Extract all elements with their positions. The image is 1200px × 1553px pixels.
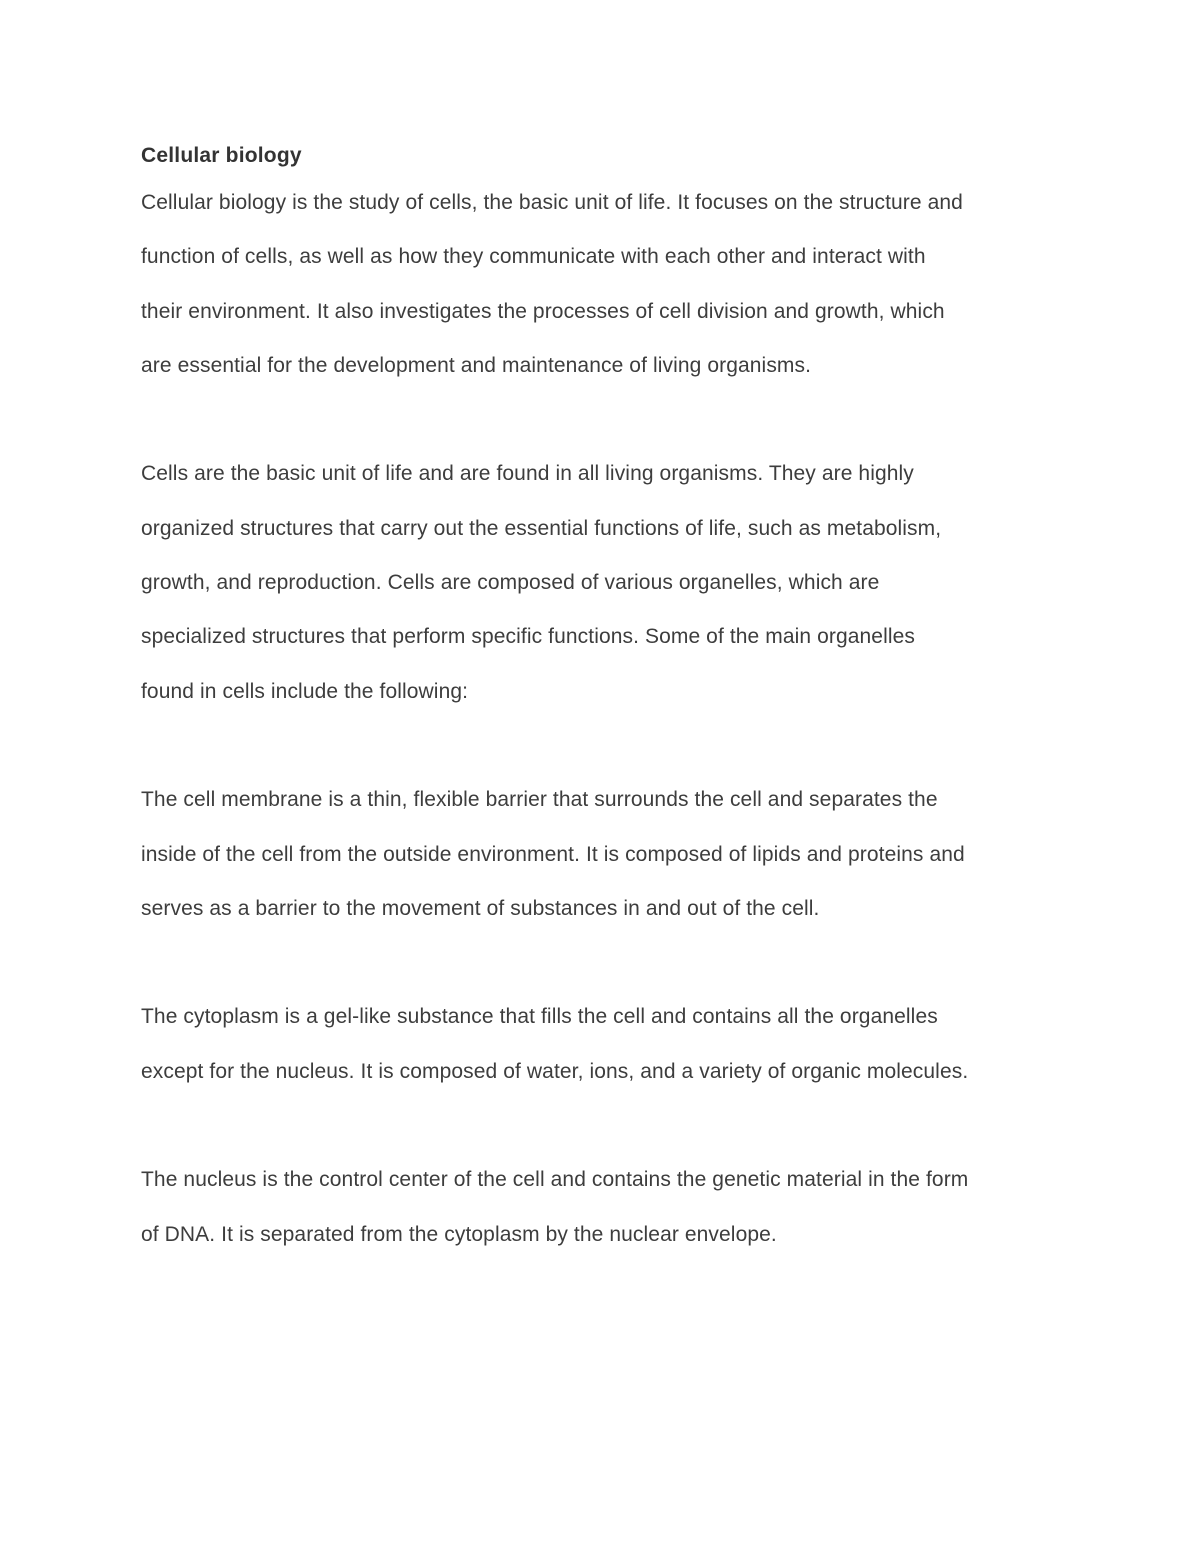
paragraph-line: specialized structures that perform specific functions. Some of the main organelles [141,625,915,649]
paragraph-line: their environment. It also investigates the processes of cell division and growth, which [141,299,945,323]
paragraph-4 [141,990,1071,1099]
paragraph-spacer [141,393,1071,447]
paragraph-line: function of cells, as well as how they communicate with each other and interact with [141,245,926,269]
paragraph-line: The cell membrane is a thin, flexible barrier that surrounds the cell and separates the [141,788,938,812]
paragraph-3 [141,773,1071,936]
document-title: Cellular biology [141,144,302,167]
paragraph-line: are essential for the development and maintenance of living organisms. [141,353,812,377]
paragraph-line: The cytoplasm is a gel-like substance that fills the cell and contains all the organelles [141,1005,938,1029]
paragraph-line: except for the nucleus. It is composed of water, ions, and a variety of organic molecules. [141,1059,969,1083]
paragraph-spacer [141,719,1071,773]
paragraph-line: found in cells include the following: [141,679,469,703]
paragraph-line: growth, and reproduction. Cells are composed of various organelles, which are [141,571,880,595]
paragraph-list [141,176,1071,1262]
paragraph-1 [141,176,1071,393]
paragraph-2 [141,447,1071,718]
paragraph-line: of DNA. It is separated from the cytoplasm by the nuclear envelope. [141,1222,777,1246]
paragraph-line: serves as a barrier to the movement of substances in and out of the cell. [141,896,820,920]
paragraph-line: organized structures that carry out the essential functions of life, such as metabolism, [141,516,942,540]
paragraph-spacer [141,936,1071,990]
paragraph-spacer [141,1099,1071,1153]
paragraph-line: The nucleus is the control center of the cell and contains the genetic material in the form [141,1168,969,1192]
paragraph-line: Cellular biology is the study of cells, the basic unit of life. It focuses on the structure and [141,191,963,214]
paragraph-line: Cells are the basic unit of life and are found in all living organisms. They are highly [141,462,914,486]
paragraph-5 [141,1153,1071,1262]
paragraph-line: inside of the cell from the outside environment. It is composed of lipids and proteins and [141,842,965,866]
document-body [141,136,1071,1262]
